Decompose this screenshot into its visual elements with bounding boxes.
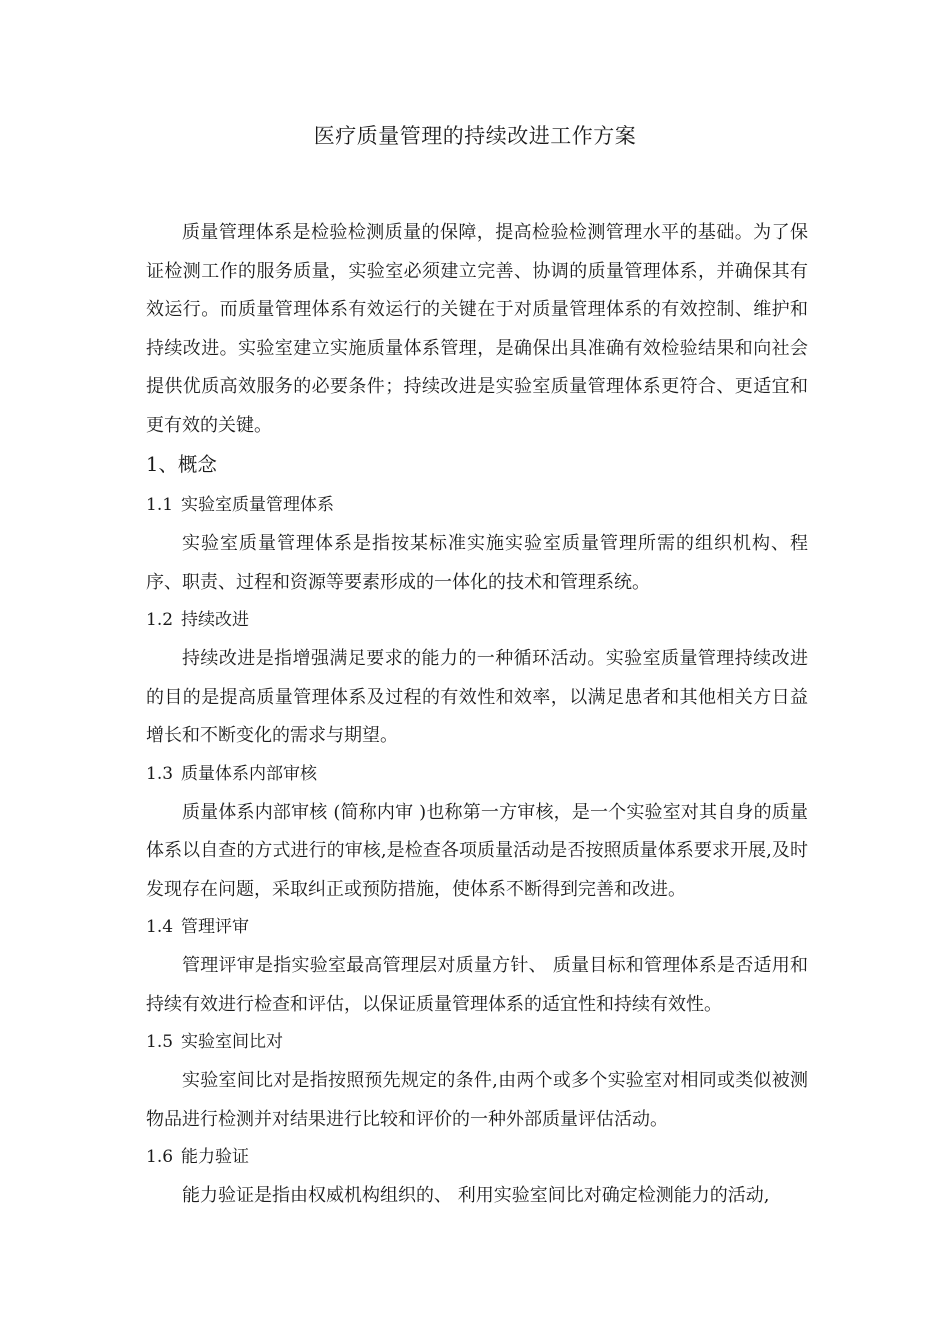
document-title: 医疗质量管理的持续改进工作方案 xyxy=(313,124,637,148)
subsection-paragraph-1-5: 实验室间比对是指按照预先规定的条件,由两个或多个实验室对相同或类似被测物品进行检测并对结果进行比较和评价的一种外部质量评估活动。 xyxy=(146,1070,808,1130)
subsection-paragraph-1-4: 管理评审是指实验室最高管理层对质量方针、 质量目标和管理体系是否适用和持续有效进行检查和评估，以保证质量管理体系的适宜性和持续有效性。 xyxy=(146,955,808,1015)
section-heading-concepts: 1、概念 xyxy=(146,453,217,476)
subsection-heading-1-2 xyxy=(146,602,808,640)
subsection-paragraph-1-3: 质量体系内部审核 (简称内审 )也称第一方审核，是一个实验室对其自身的质量体系以自查的方式进行的审核,是检查各项质量活动是否按照质量体系要求开展,及时发现存在问题，采取纠正或预防措施，使体系不断得到完善和改进。 xyxy=(146,801,808,900)
subsection-title: 持续改进 xyxy=(181,610,250,630)
subsection-heading-1-1 xyxy=(146,487,808,525)
subsection-title: 实验室间比对 xyxy=(181,1032,284,1052)
subsection-title: 能力验证 xyxy=(181,1147,250,1167)
subsection-paragraph-1-1: 实验室质量管理体系是指按某标准实施实验室质量管理所需的组织机构、程序、职责、过程和资源等要素形成的一体化的技术和管理系统。 xyxy=(146,533,808,593)
subsection-heading-1-5 xyxy=(146,1024,808,1062)
subsection-title: 管理评审 xyxy=(181,917,250,937)
subsection-heading-1-6 xyxy=(146,1139,808,1177)
subsection-number: 1.2 xyxy=(146,610,174,630)
subsection-number: 1.5 xyxy=(146,1032,174,1052)
document-body xyxy=(146,214,808,1216)
subsection-paragraph-1-6: 能力验证是指由权威机构组织的、 利用实验室间比对确定检测能力的活动, xyxy=(182,1185,770,1206)
subsection-number: 1.3 xyxy=(146,763,174,784)
subsection-number: 1.4 xyxy=(146,917,174,937)
subsection-heading-1-3 xyxy=(146,756,808,794)
subsection-title: 质量体系内部审核 xyxy=(181,763,318,784)
subsection-number: 1.6 xyxy=(146,1147,174,1167)
subsection-title: 实验室质量管理体系 xyxy=(181,495,335,515)
subsection-number: 1.1 xyxy=(146,495,174,515)
intro-paragraph: 质量管理体系是检验检测质量的保障，提高检验检测管理水平的基础。为了保证检测工作的服务质量，实验室必须建立完善、协调的质量管理体系，并确保其有效运行。而质量管理体系有效运行的关键在于对质量管理体系的有效控制、维护和持续改进。实验室建立实施质量体系管理，是确保出具准确有效检验结果和向社会提供优质高效服务的必要条件；持续改进是实验室质量管理体系更符合、更适宜和更有效的关键。 xyxy=(146,222,808,436)
subsection-paragraph-1-2: 持续改进是指增强满足要求的能力的一种循环活动。实验室质量管理持续改进的目的是提高质量管理体系及过程的有效性和效率，以满足患者和其他相关方日益增长和不断变化的需求与期望。 xyxy=(146,648,808,746)
subsection-heading-1-4 xyxy=(146,909,808,947)
